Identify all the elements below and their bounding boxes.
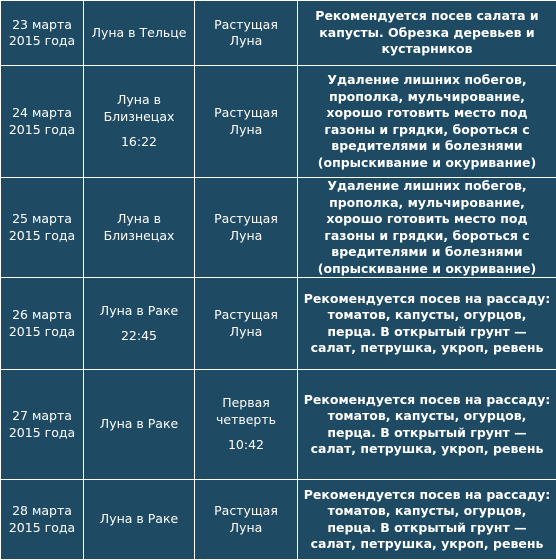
moon-sign-label: Луна в Тельце bbox=[91, 24, 187, 40]
moon-phase-cell bbox=[195, 480, 298, 560]
table-row bbox=[1, 370, 556, 480]
moon-sign-label: Луна в Раке bbox=[99, 302, 179, 318]
moon-sign-label: Луна в Раке bbox=[99, 416, 179, 432]
moon-phase-label: Растущая Луна bbox=[214, 211, 278, 243]
moon-sign-cell bbox=[84, 278, 195, 370]
moon-phase-label: Первая четверть bbox=[216, 395, 276, 427]
table-row bbox=[1, 278, 556, 370]
moon-sign-cell bbox=[84, 178, 195, 278]
recommendation-cell: Рекомендуется посев на рассаду: томатов, капусты, огурцов, перца. В открытый грунт — салат, петрушка, укроп, ревень bbox=[298, 278, 556, 370]
date-cell: 26 марта 2015 года bbox=[1, 278, 84, 370]
recommendation-cell: Рекомендуется посев на рассаду: томатов, капусты, огурцов, перца. В открытый грунт — салат, петрушка, укроп, ревень bbox=[298, 370, 556, 480]
moon-phase-label: Растущая Луна bbox=[214, 105, 278, 137]
moon-phase-cell bbox=[195, 1, 298, 66]
date-cell: 27 марта 2015 года bbox=[1, 370, 84, 480]
moon-phase-time: 10:42 bbox=[227, 437, 265, 453]
moon-sign-label: Луна в Близнецах bbox=[103, 211, 175, 243]
moon-phase-cell bbox=[195, 370, 298, 480]
recommendation-cell: Рекомендуется посев салата и капусты. Обрезка деревьев и кустарников bbox=[298, 1, 556, 66]
moon-sign-time: 16:22 bbox=[120, 134, 158, 150]
recommendation-cell: Рекомендуется посев на рассаду: томатов, капусты, огурцов, перца. В открытый грунт — салат, петрушка, укроп, ревень bbox=[298, 480, 556, 560]
date-cell: 25 марта 2015 года bbox=[1, 178, 84, 278]
moon-sign-cell bbox=[84, 480, 195, 560]
moon-phase-cell bbox=[195, 178, 298, 278]
moon-sign-time: 22:45 bbox=[120, 328, 158, 343]
moon-phase-label: Растущая Луна bbox=[214, 503, 278, 535]
table-row bbox=[1, 66, 556, 178]
moon-sign-cell bbox=[84, 66, 195, 178]
moon-sign-cell bbox=[84, 1, 195, 66]
recommendation-cell: Удаление лишних побегов, прополка, мульчирование, хорошо готовить место под газоны и грядки, бороться с вредителями и болезнями (опрыскивание и окуривание) bbox=[298, 66, 556, 178]
table-row bbox=[1, 178, 556, 278]
moon-phase-cell bbox=[195, 66, 298, 178]
date-cell: 23 марта 2015 года bbox=[1, 1, 84, 66]
table-row bbox=[1, 480, 556, 560]
moon-sign-label: Луна в Раке bbox=[99, 511, 179, 527]
table-row bbox=[1, 1, 556, 66]
moon-phase-label: Растущая Луна bbox=[214, 16, 278, 48]
moon-phase-label: Растущая Луна bbox=[214, 307, 278, 339]
moon-sign-label: Луна в Близнецах bbox=[103, 92, 175, 124]
date-cell: 28 марта 2015 года bbox=[1, 480, 84, 560]
moon-sign-cell bbox=[84, 370, 195, 480]
recommendation-cell: Удаление лишних побегов, прополка, мульчирование, хорошо готовить место под газоны и грядки, бороться с вредителями и болезнями (опрыскивание и окуривание) bbox=[298, 178, 556, 278]
date-cell: 24 марта 2015 года bbox=[1, 66, 84, 178]
moon-phase-cell bbox=[195, 278, 298, 370]
